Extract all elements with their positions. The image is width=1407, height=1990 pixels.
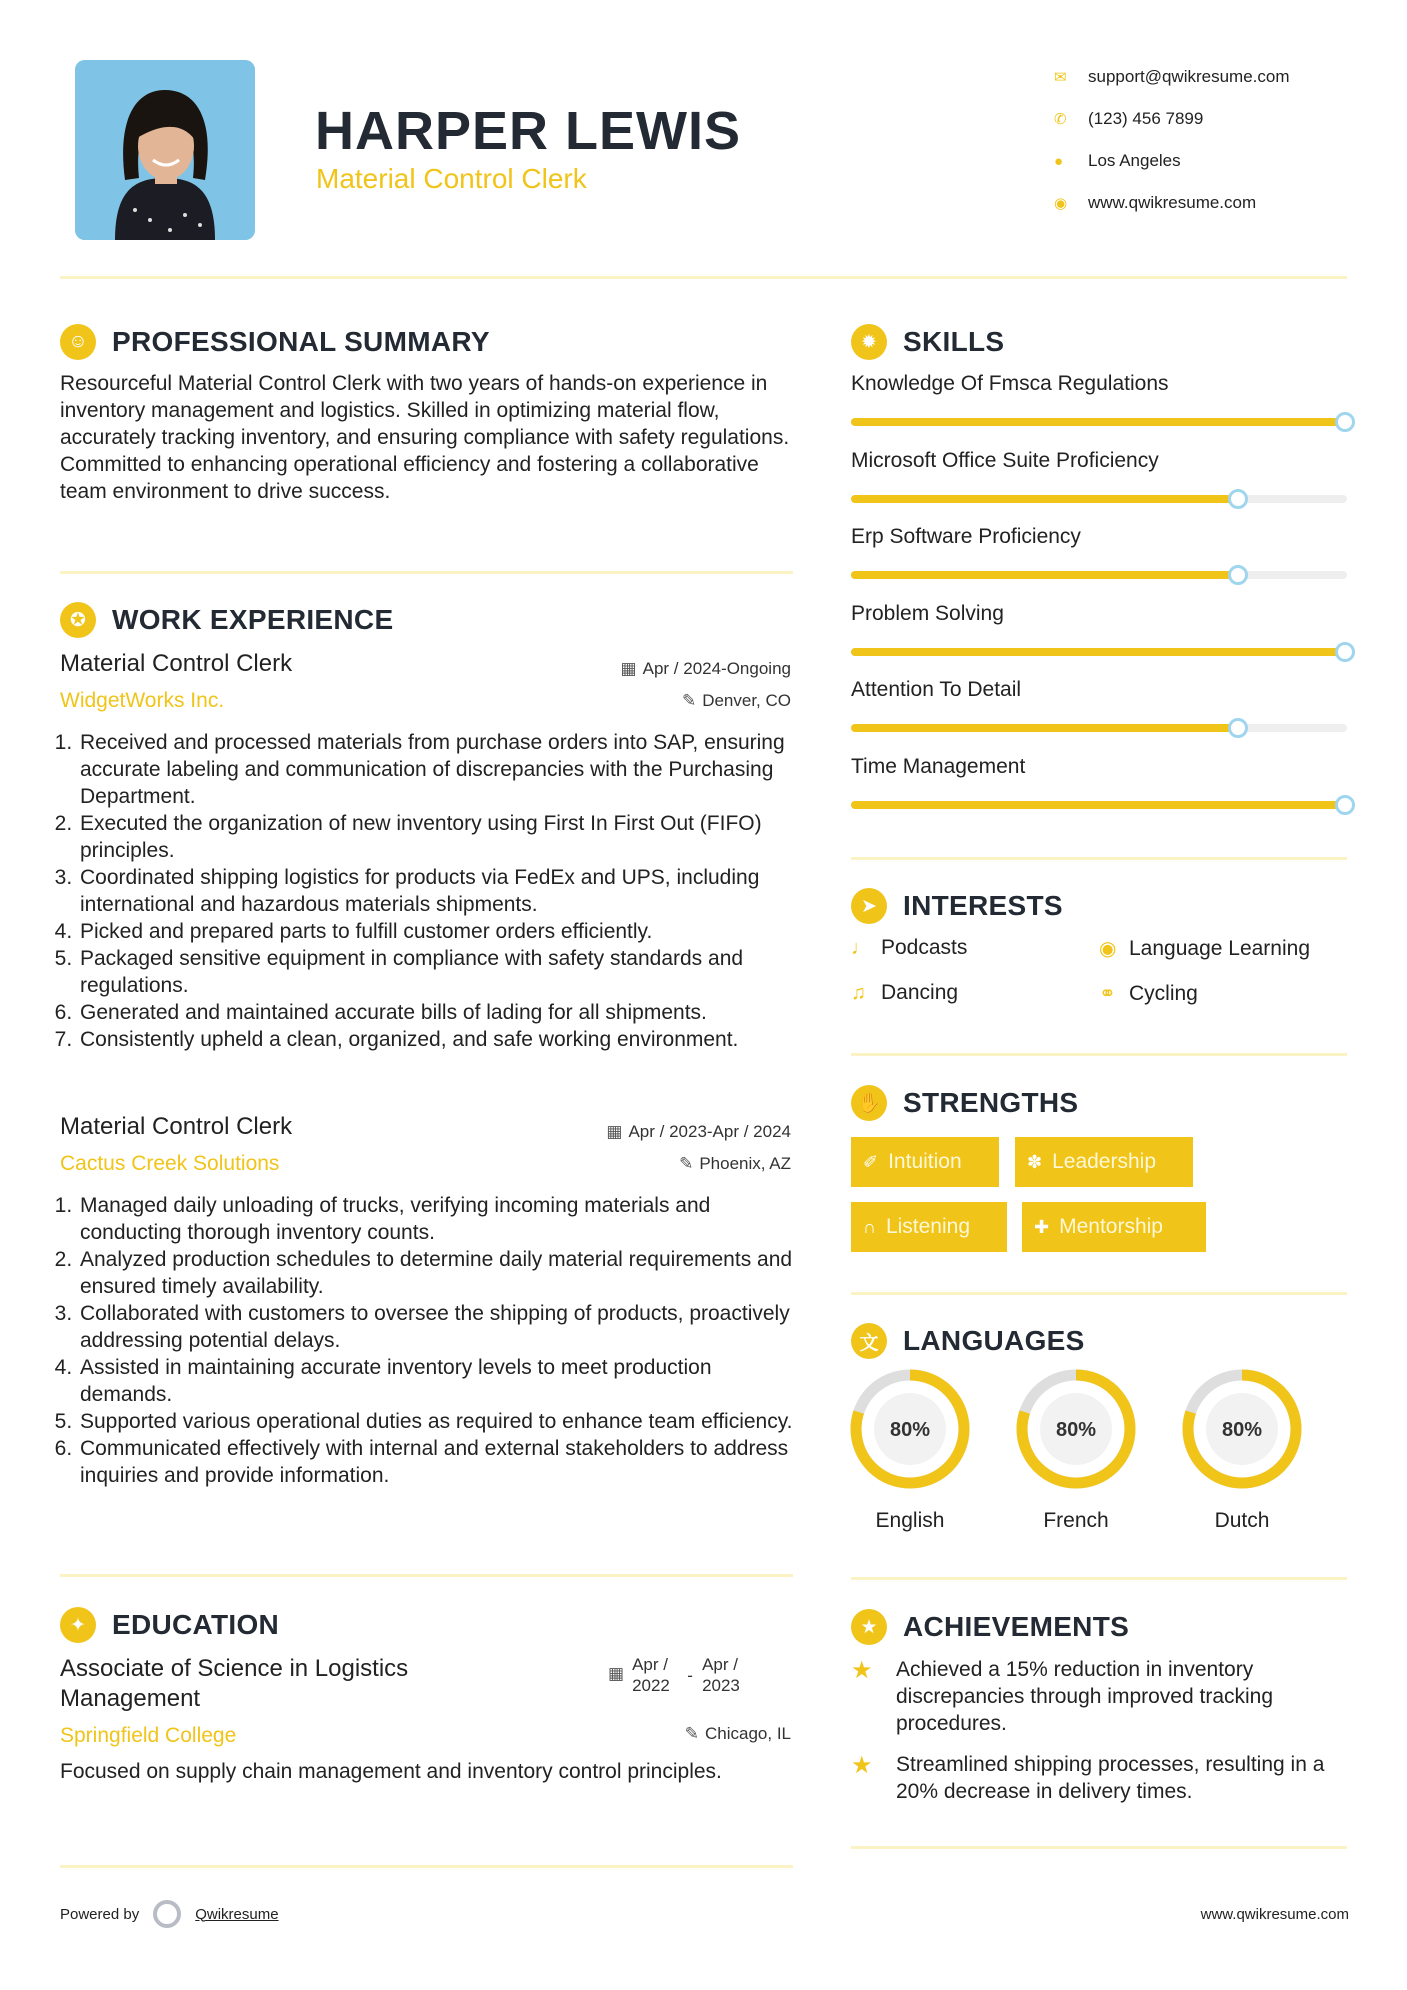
strength-mentorship: ✚ Mentorship [1022,1202,1206,1252]
job-2-location: ✎ Phoenix, AZ [679,1154,791,1173]
pin-icon: ✎ [684,1724,699,1743]
list-item: 7. Consistently upheld a clean, organized, and safe working environment. [78,1026,800,1053]
education-location: ✎ Chicago, IL [684,1724,791,1743]
skills-divider [851,857,1347,860]
contact-list [1052,56,1372,224]
interests-heading: ➤ INTERESTS [851,888,1063,924]
work-heading: ✪ WORK EXPERIENCE [60,602,393,638]
contact-location: ● Los Angeles [1054,151,1181,170]
contact-phone[interactable]: ✆ (123) 456 7899 [1054,109,1204,128]
job-1-location: ✎ Denver, CO [681,691,791,710]
headphones-icon: ∩ [863,1216,876,1237]
profile-photo [75,60,255,240]
graduation-cap-icon: ✦ [60,1607,96,1643]
skill-bar-track [851,571,1347,579]
list-item: 1. Managed daily unloading of trucks, verifying incoming materials and conducting thorough inventory counts. [78,1192,800,1246]
contact-website[interactable]: ◉ www.qwikresume.com [1054,193,1257,212]
skill-name: Knowledge Of Fmsca Regulations [851,372,1169,395]
user-plus-icon: ✚ [1034,1216,1050,1237]
skill-name: Microsoft Office Suite Proficiency [851,448,1159,472]
pin-icon: ✎ [679,1154,694,1173]
users-icon: ✽ [1027,1151,1043,1172]
star-icon: ★ [851,1657,873,1684]
footer-brand-link[interactable]: Qwikresume [195,1905,279,1923]
lightbulb-icon: ✹ [851,324,887,360]
qwikresume-logo-icon [153,1900,181,1928]
achievement-2: ★ Streamlined shipping processes, resulting in a 20% decrease in delivery times. [851,1752,1325,1803]
job-1-duties [60,729,800,1053]
language-name: Dutch [1214,1509,1270,1532]
header-divider [60,276,1347,279]
language-item [1015,1368,1137,1533]
skill-item [851,755,1347,809]
phone-icon: ✆ [1054,111,1067,128]
language-percent: 80% [1055,1419,1097,1441]
education-school: Springfield College [60,1724,237,1747]
language-percent: 80% [1221,1419,1263,1441]
star-icon: ★ [851,1752,873,1779]
candidate-name: HARPER LEWIS [315,101,742,161]
skill-item [851,602,1347,656]
skill-name: Attention To Detail [851,678,1022,701]
contact-email[interactable]: ✉ support@qwikresume.com [1054,67,1290,86]
skill-bar-knob [1228,565,1248,585]
footer-url[interactable]: www.qwikresume.com [1200,1906,1349,1923]
list-item: 6. Communicated effectively with internal and external stakeholders to address inquiries and provide information. [78,1435,800,1489]
skill-bar-fill [851,724,1238,732]
calendar-icon: ▦ [608,1664,625,1683]
music-note-icon: ♫ [851,981,866,1004]
list-item: 5. Supported various operational duties as required to enhance team efficiency. [78,1408,800,1435]
skill-item [851,525,1347,579]
list-item: 3. Collaborated with customers to oversee the shipping of products, proactively addressing potential delays. [78,1300,800,1354]
skill-bar-fill [851,801,1347,809]
skill-bar-fill [851,418,1347,426]
interest-language-learning: ◉ Language Learning [1099,936,1311,960]
list-item: 3. Coordinated shipping logistics for products via FedEx and UPS, including international and hazardous materials shipments. [78,864,800,918]
languages-heading: 文 LANGUAGES [851,1323,1085,1359]
job-2-company: Cactus Creek Solutions [60,1152,280,1175]
skill-bar-knob [1228,718,1248,738]
bicycle-icon: ⚭ [1099,983,1116,1005]
strength-listening: ∩ Listening [851,1202,1007,1252]
language-name: English [875,1509,945,1532]
map-pin-icon: ● [1054,152,1064,170]
skill-bar-fill [851,648,1347,656]
list-item: 1. Received and processed materials from purchase orders into SAP, ensuring accurate labeling and communication of discrepancies with the Purchasing Department. [78,729,800,810]
interest-dancing: ♫ Dancing [851,981,959,1004]
skill-bar-knob [1228,489,1248,509]
strength-intuition: ✐ Intuition [851,1137,999,1187]
education-description: Focused on supply chain management and inventory control principles. [60,1760,722,1783]
summary-heading: ☺ PROFESSIONAL SUMMARY [60,324,490,360]
list-item: 2. Executed the organization of new inventory using First In First Out (FIFO) principles. [78,810,800,864]
job-2-title: Material Control Clerk [60,1113,293,1140]
language-donut [849,1368,971,1490]
hand-icon: ✋ [851,1085,887,1121]
candidate-title: Material Control Clerk [316,163,587,194]
strengths-heading: ✋ STRENGTHS [851,1085,1078,1121]
list-item: 4. Picked and prepared parts to fulfill customer orders efficiently. [78,918,800,945]
list-item: 2. Analyzed production schedules to determine daily material requirements and ensured timely availability. [78,1246,800,1300]
globe-icon: ◉ [1099,938,1117,960]
skill-bar-track [851,418,1347,426]
skill-bar-knob [1335,795,1355,815]
job-1-date: ▦ Apr / 2024-Ongoing [620,659,791,678]
skill-bar-knob [1335,642,1355,662]
education-date: ▦ Apr / 2022 - Apr / 2023 [608,1655,740,1695]
language-item [1181,1368,1303,1533]
skills-heading: ✹ SKILLS [851,324,1004,360]
language-icon: 文 [851,1323,887,1359]
list-item: 5. Packaged sensitive equipment in compliance with safety standards and regulations. [78,945,800,999]
strength-leadership: ✽ Leadership [1015,1137,1193,1187]
briefcase-icon: ✪ [60,602,96,638]
footer-powered-by: Powered by Qwikresume [60,1900,279,1928]
interests-divider [851,1053,1347,1056]
education-degree: Associate of Science in Logistics Management [60,1655,409,1712]
skill-item [851,449,1347,503]
skill-bar-track [851,648,1347,656]
calendar-icon: ▦ [606,1122,623,1141]
pin-icon: ✎ [681,691,697,710]
job-2-duties [60,1192,800,1489]
skill-name: Time Management [851,754,1026,778]
skill-bar-fill [851,571,1238,579]
paper-plane-icon: ➤ [851,888,887,924]
globe-icon: ◉ [1054,195,1068,212]
education-divider [60,1865,793,1868]
microphone-icon: ♩ [851,936,871,959]
education-heading: ✦ EDUCATION [60,1607,279,1643]
star-icon: ★ [851,1609,887,1645]
skill-item [851,372,1347,426]
summary-divider [60,571,793,574]
work-divider [60,1574,793,1577]
skill-item [851,678,1347,732]
language-percent: 80% [889,1419,931,1441]
job-2-date: ▦ Apr / 2023-Apr / 2024 [606,1122,791,1141]
strengths-divider [851,1292,1347,1295]
interest-cycling: ⚭ Cycling [1099,981,1198,1005]
skill-bar-fill [851,495,1238,503]
list-item: 6. Generated and maintained accurate bills of lading for all shipments. [78,999,800,1026]
achievement-1: ★ Achieved a 15% reduction in inventory discrepancies through improved tracking procedures. [851,1657,1274,1735]
user-icon: ☺ [60,324,96,360]
calendar-icon: ▦ [620,659,637,678]
skill-bar-track [851,724,1347,732]
job-1-title: Material Control Clerk [60,650,293,677]
language-item [849,1368,971,1533]
skill-name: Erp Software Proficiency [851,525,1081,548]
language-donut [1015,1368,1137,1490]
skill-bar-track [851,801,1347,809]
language-name: French [1043,1509,1109,1532]
interest-podcasts: ♩ Podcasts [851,936,968,959]
list-item: 4. Assisted in maintaining accurate inventory levels to meet production demands. [78,1354,800,1408]
skill-bar-knob [1335,412,1355,432]
achievements-heading: ★ ACHIEVEMENTS [851,1609,1129,1645]
skill-name: Problem Solving [851,601,1004,625]
languages-divider [851,1577,1347,1580]
skill-bar-track [851,495,1347,503]
achievements-divider [851,1846,1347,1849]
envelope-icon: ✉ [1054,69,1067,86]
magic-wand-icon: ✐ [863,1151,879,1172]
language-donut [1181,1368,1303,1490]
summary-text: Resourceful Material Control Clerk with two years of hands-on experience in inventory management and logistics. Skilled in optimizing material flow, accurately tracking inventory, and ensuring compliance with safety regulations. Committed to enhancing operational efficiency and fostering a collaborative team environment to drive success. [60,372,790,503]
job-1-company: WidgetWorks Inc. [60,689,225,712]
